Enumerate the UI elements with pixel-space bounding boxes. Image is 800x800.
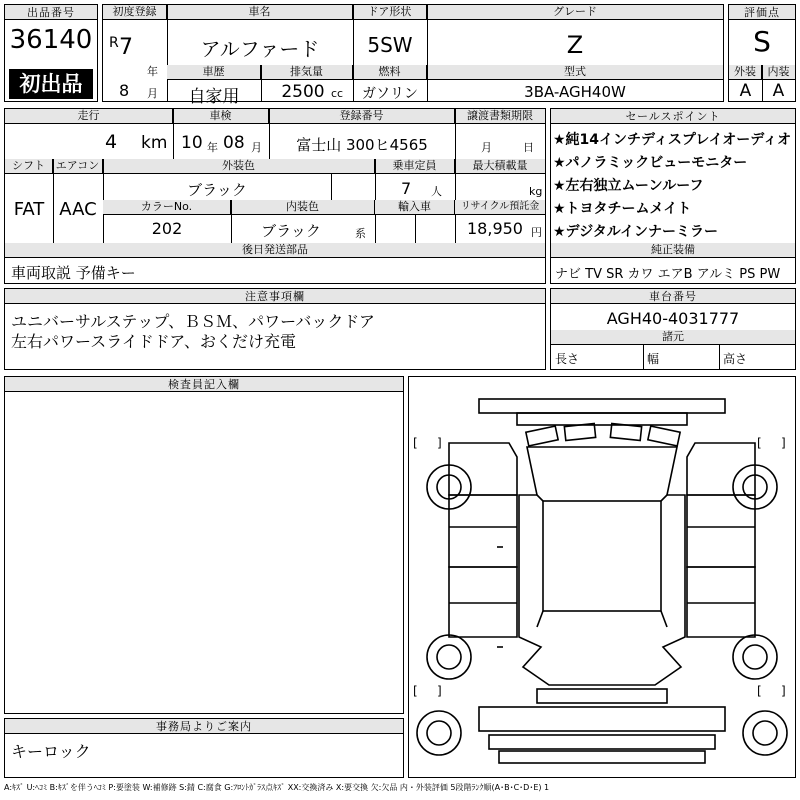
bracket-open: [ xyxy=(757,436,762,450)
notes-label: 注意事項欄 xyxy=(5,289,545,304)
lot-box xyxy=(4,4,98,102)
grade-label: グレード xyxy=(427,5,723,20)
lot-number: 36140 xyxy=(9,25,93,55)
fuel: ガソリン xyxy=(362,86,418,102)
int-color-label: 内装色 xyxy=(231,200,375,215)
bracket-close: ] xyxy=(437,436,442,450)
office-box xyxy=(4,718,404,778)
later-parts-label: 後日発送部品 xyxy=(5,243,545,258)
sales-point: ★パノラミックビューモニター xyxy=(553,155,748,171)
bracket-open: [ xyxy=(413,684,418,698)
car-diagram-box xyxy=(408,376,796,778)
width-label: 幅 xyxy=(647,352,660,366)
inspector-label: 検査員記入欄 xyxy=(5,377,403,392)
color-no-label: カラーNo. xyxy=(103,200,231,215)
spec-label: 諸元 xyxy=(551,330,795,345)
sales-point: ★左右独立ムーンルーフ xyxy=(553,178,704,194)
score-label: 評価点 xyxy=(729,5,795,20)
int-score-label: 内装 xyxy=(762,65,795,80)
import-label: 輸入車 xyxy=(375,200,455,215)
legend: A:ｷｽﾞ U:ﾍｺﾐ B:ｷｽﾞを伴うﾍｺﾐ P:要塗装 W:補修跡 S:錆 C:腐食 G:ﾌﾛﾝﾄｶﾞﾗｽ点ｷｽﾞ XX:交換済み X:要交換 欠:欠品 内・外装評価 5段階ﾗﾝｸ順(A･B･C･D･E) 1 xyxy=(4,783,550,792)
history-label: 車歴 xyxy=(167,65,261,80)
shift-label: シフト xyxy=(5,159,53,174)
car-name: アルファード xyxy=(200,37,320,61)
lot-label: 出品番号 xyxy=(5,5,97,20)
ext-color-label: 外装色 xyxy=(103,159,375,174)
sales-point: ★トヨタチームメイト xyxy=(553,201,692,217)
first-reg-year: 7 xyxy=(119,35,133,60)
bracket-close: ] xyxy=(437,684,442,698)
score-box xyxy=(728,4,796,102)
history: 自家用 xyxy=(188,87,240,107)
bracket-close: ] xyxy=(781,436,786,450)
door-type: 5SW xyxy=(367,33,413,57)
fuel-label: 燃料 xyxy=(353,65,427,80)
mileage: 4 xyxy=(105,131,118,153)
equipment-label: 純正装備 xyxy=(551,243,795,258)
plate-number: 富士山 300ヒ4565 xyxy=(296,136,428,154)
recycle-fee: 18,950 xyxy=(467,219,523,238)
int-score: A xyxy=(772,81,785,101)
shift: FAT xyxy=(13,199,45,220)
first-reg-month: 8 xyxy=(119,81,130,100)
displacement-label: 排気量 xyxy=(261,65,353,80)
inspection-year-unit: 年 xyxy=(207,141,218,154)
car-name-label: 車名 xyxy=(167,5,353,20)
year-unit: 年 xyxy=(147,65,158,78)
sales-points-label: セールスポイント xyxy=(551,109,795,124)
int-color: ブラック xyxy=(261,222,321,240)
recycle-label: リサイクル預託金 xyxy=(455,200,545,215)
capacity: 7 xyxy=(401,179,412,198)
capacity-unit: 人 xyxy=(431,185,442,198)
air-conditioner: AAC xyxy=(59,199,97,220)
load-label: 最大積載量 xyxy=(455,159,545,174)
bracket-open: [ xyxy=(413,436,418,450)
grade: Z xyxy=(566,31,584,59)
transfer-day-unit: 日 xyxy=(523,141,534,154)
ext-score: A xyxy=(739,81,752,101)
length-label: 長さ xyxy=(555,352,580,366)
model: 3BA-AGH40W xyxy=(524,83,626,101)
later-parts: 車両取説 予備キー xyxy=(11,264,136,282)
sales-point: ★デジタルインナーミラー xyxy=(553,224,719,240)
inspection-year: 10 xyxy=(181,133,203,153)
notes-box xyxy=(4,288,546,370)
transfer-label: 譲渡書類期限 xyxy=(455,109,545,124)
details-box xyxy=(4,108,546,284)
inspection-month: 08 xyxy=(223,133,245,153)
inspection-label: 車検 xyxy=(173,109,269,124)
inspector-box xyxy=(4,376,404,714)
first-listing-badge: 初出品 xyxy=(9,69,93,99)
sales-points-box xyxy=(550,108,796,284)
first-reg-label: 初度登録 xyxy=(103,5,167,20)
month-unit: 月 xyxy=(147,87,158,100)
sales-point: ★純14インチディスプレイオーディオ xyxy=(553,132,792,148)
int-color-unit: 系 xyxy=(355,227,366,240)
equipment: ナビ TV SR カワ エアB アルミ PS PW xyxy=(555,267,781,282)
chassis-number: AGH40-4031777 xyxy=(606,309,740,328)
office-label: 事務局よりご案内 xyxy=(5,719,403,734)
recycle-unit: 円 xyxy=(531,226,542,239)
notes-line-2: 左右パワースライドドア、おくだけ充電 xyxy=(11,332,296,351)
load-unit: kg xyxy=(529,185,543,198)
bracket-open: [ xyxy=(757,684,762,698)
ac-label: エアコン xyxy=(53,159,103,174)
door-label: ドア形状 xyxy=(353,5,427,20)
bracket-close: ] xyxy=(781,684,786,698)
mileage-unit: km xyxy=(141,133,168,153)
color-number: 202 xyxy=(151,219,183,238)
mileage-label: 走行 xyxy=(5,109,173,124)
plate-label: 登録番号 xyxy=(269,109,455,124)
displacement: 2500 xyxy=(281,82,325,102)
car-diagram xyxy=(409,377,795,777)
office-message: キーロック xyxy=(11,742,91,761)
notes-line-1: ユニバーサルステップ、ＢＳＭ、パワーバックドア xyxy=(11,312,375,331)
transfer-month-unit: 月 xyxy=(481,141,492,154)
vehicle-info-box xyxy=(102,4,724,107)
era: R xyxy=(109,35,119,51)
inspection-month-unit: 月 xyxy=(251,141,262,154)
capacity-label: 乗車定員 xyxy=(375,159,455,174)
chassis-label: 車台番号 xyxy=(551,289,795,304)
ext-color: ブラック xyxy=(187,181,247,199)
model-label: 型式 xyxy=(427,65,723,80)
chassis-box xyxy=(550,288,796,370)
ext-score-label: 外装 xyxy=(729,65,762,80)
overall-score: S xyxy=(753,25,771,58)
displacement-unit: cc xyxy=(331,87,344,100)
height-label: 高さ xyxy=(723,352,748,366)
